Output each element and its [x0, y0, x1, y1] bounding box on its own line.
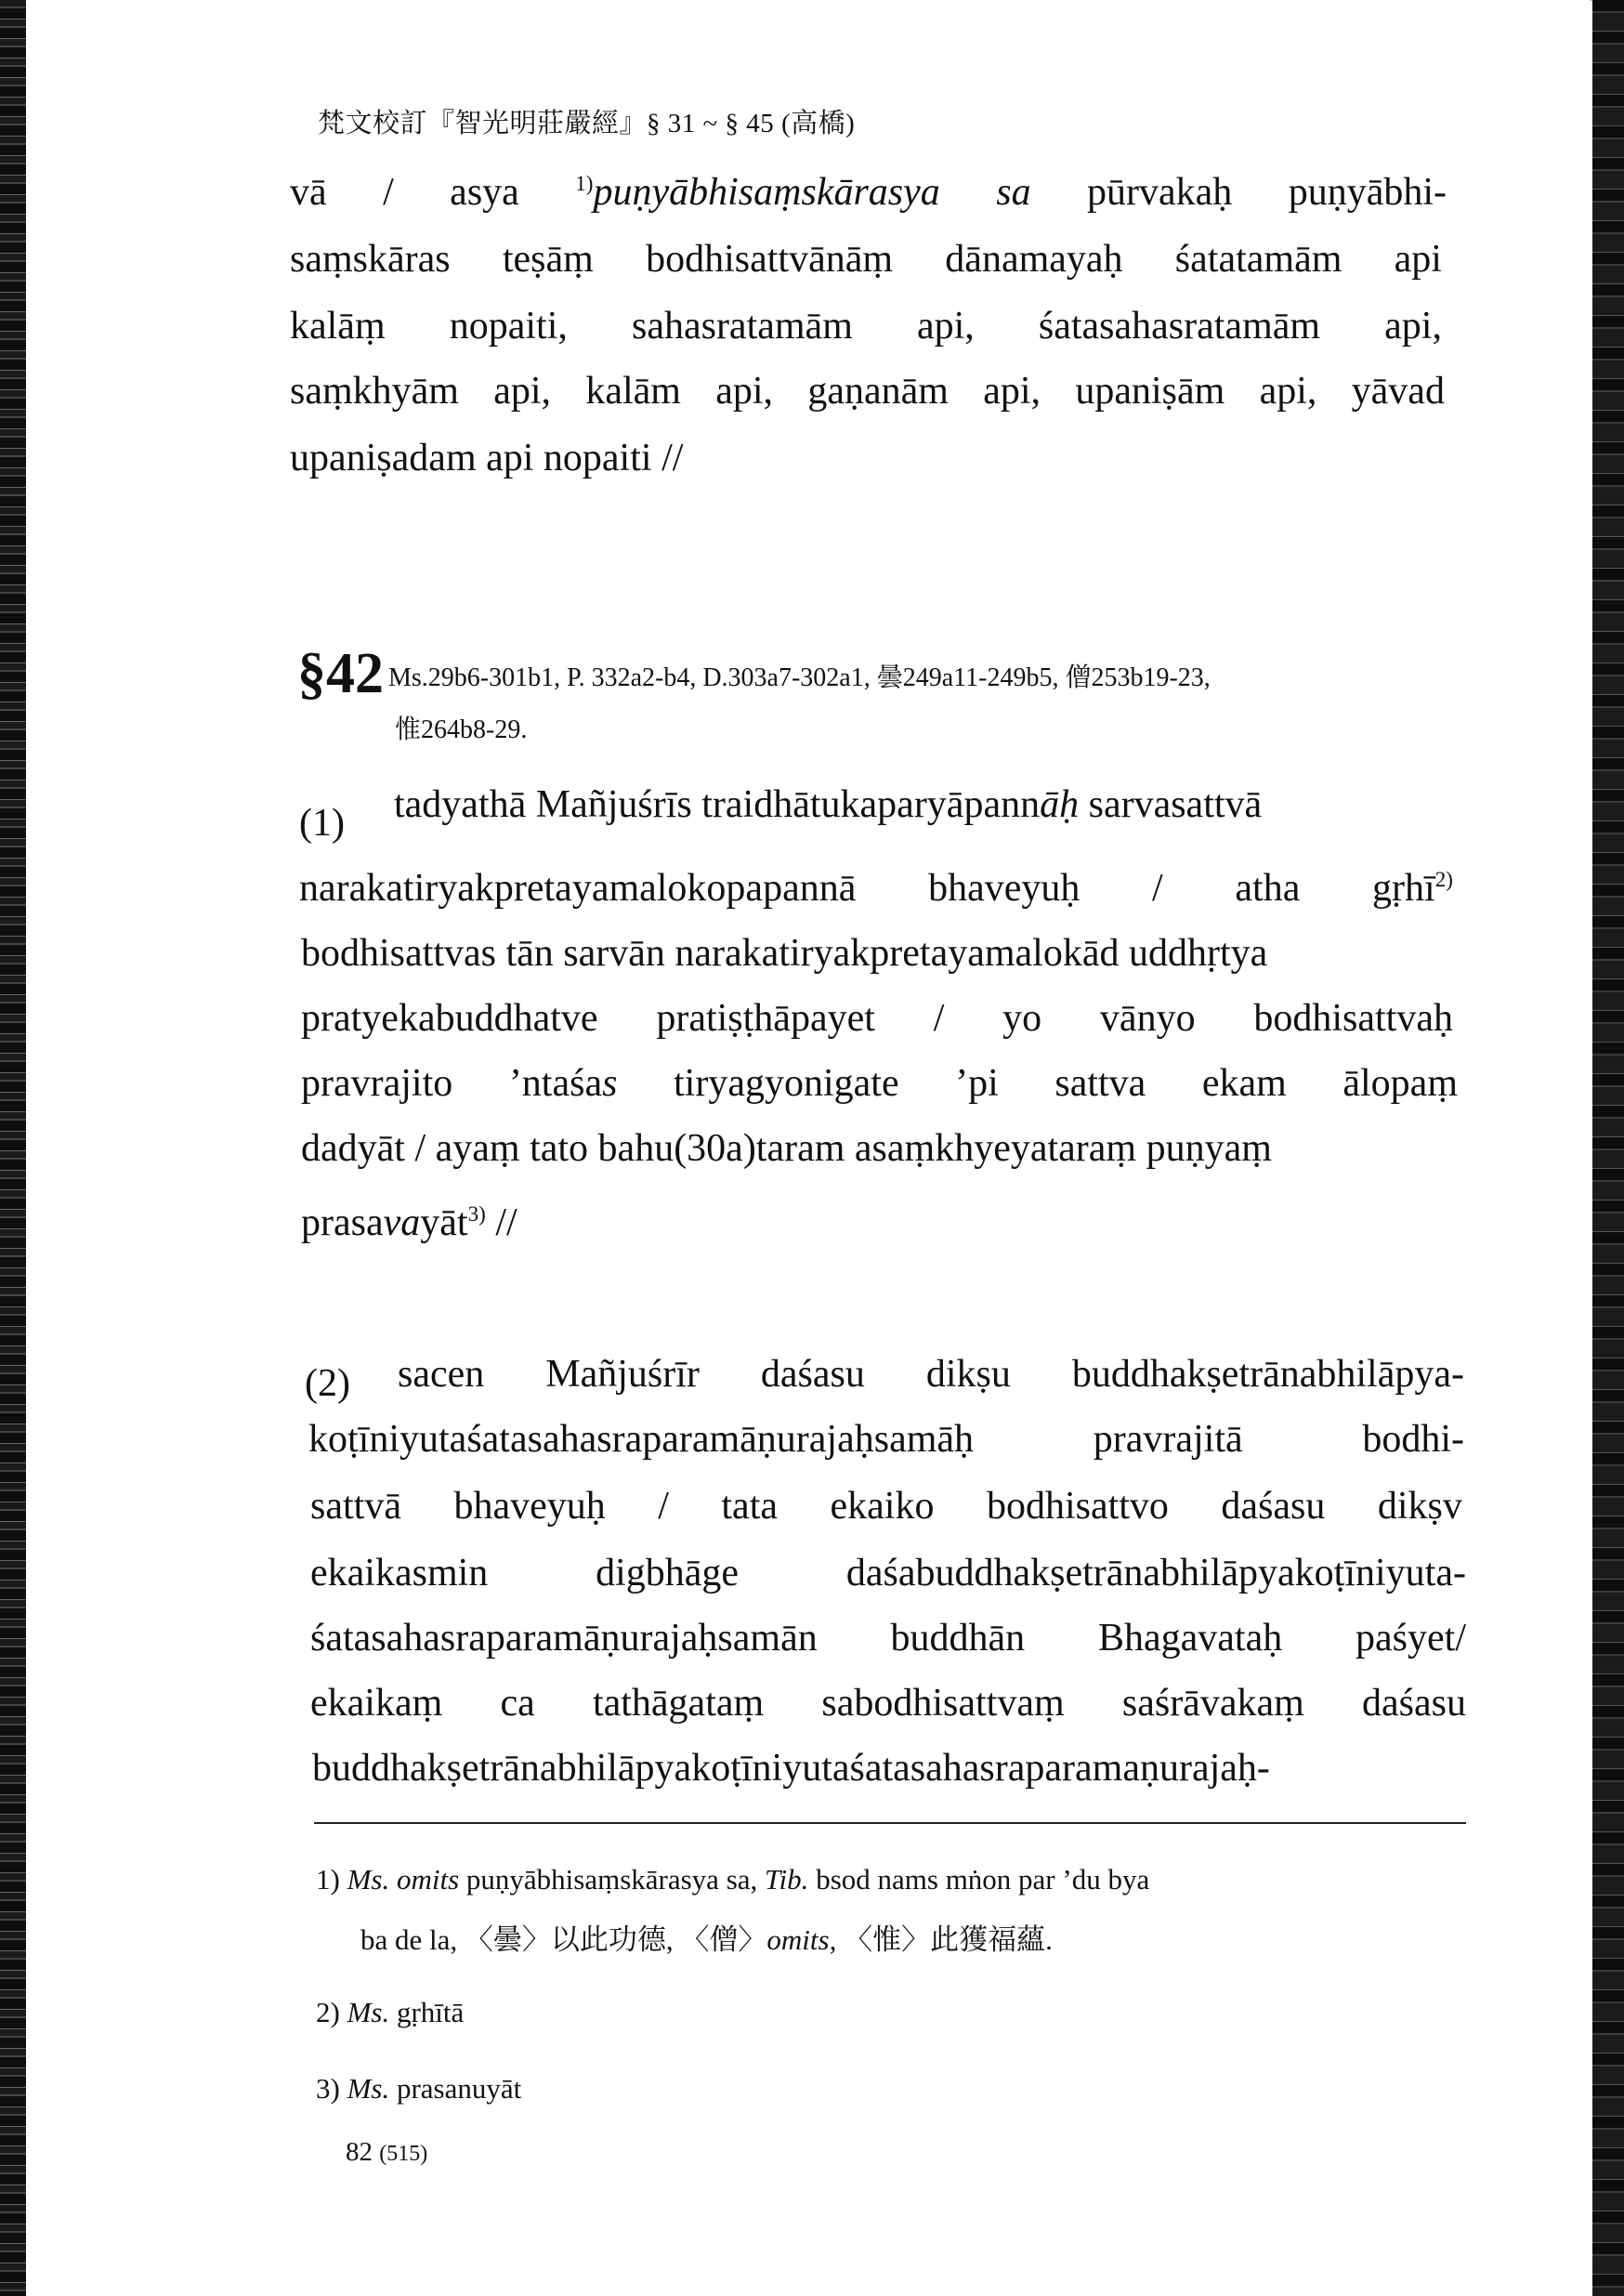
word: sahasratamām: [631, 305, 853, 348]
text-run: yāt: [420, 1201, 468, 1244]
word: teṣāṃ: [502, 238, 594, 281]
word: yo: [1002, 997, 1042, 1040]
footnote-ref-1: [575, 173, 940, 212]
footnote-number: 3): [316, 2072, 340, 2105]
text-run: ba de la, 〈曇〉以此功德, 〈僧〉: [360, 1923, 767, 1956]
para2-line-1: [398, 1355, 1464, 1394]
word: tata: [721, 1485, 779, 1528]
word: pravrajito: [301, 1062, 453, 1105]
para2-line-2: [308, 1420, 1464, 1459]
word: nopaiti,: [449, 305, 568, 348]
italic-run: s: [602, 1062, 618, 1105]
word: daśasu: [1221, 1485, 1326, 1528]
intro-line-1: [290, 173, 1447, 212]
word: pratyekabuddhatve: [301, 997, 598, 1040]
para1-line-6: dadyāt / ayaṃ tato bahu(30a)taram asaṃkhyeyataraṃ puṇyaṃ: [301, 1127, 1272, 1170]
word: bodhisattvaḥ: [1253, 997, 1453, 1040]
word: koṭīniyutaśatasahasraparamāṇurajaḥsamāḥ: [308, 1418, 975, 1461]
footnote-separator: [314, 1822, 1466, 1824]
text-run: sarvasattvā: [1088, 783, 1263, 826]
italic-run: Ms.: [347, 1863, 390, 1896]
text-run: 〈惟〉此獲福蘊.: [836, 1923, 1053, 1956]
word: vānyo: [1099, 997, 1196, 1040]
footnote-1-line-1: [316, 1863, 1149, 1896]
para1-line-1: [394, 785, 1262, 824]
footnote-1-line-2: [360, 1916, 1053, 1958]
italic-word: sa: [996, 171, 1031, 214]
italic-run: omits: [396, 1863, 460, 1896]
word: ca: [500, 1682, 535, 1725]
word: bodhisattvo: [986, 1485, 1169, 1528]
word: kalām: [585, 370, 681, 413]
word: /: [933, 997, 945, 1040]
para2-number: (2): [305, 1362, 350, 1405]
word: sabodhisattvaṃ: [821, 1682, 1065, 1725]
word: digbhāge: [596, 1552, 740, 1594]
scan-edge-right: [1592, 0, 1624, 2296]
text-run: //: [485, 1201, 517, 1244]
word: dikṣu: [925, 1353, 1011, 1396]
word: bhaveyuḥ: [928, 867, 1080, 910]
word: api,: [1259, 370, 1317, 413]
word: dānamayaḥ: [945, 238, 1123, 281]
word: tiryagyonigate: [674, 1062, 899, 1105]
para1-number: (1): [299, 802, 345, 845]
word: daśasu: [760, 1353, 865, 1396]
text-run: puṇyābhisaṃskārasya sa,: [465, 1863, 758, 1896]
para1-line-7: [301, 1203, 517, 1242]
word: api,: [493, 370, 552, 413]
word: puṇyābhi-: [1288, 171, 1447, 214]
italic-run: Ms.: [347, 2072, 390, 2105]
word: saṃkhyām: [290, 370, 459, 413]
text-run: tadyathā Mañjuśrīs traidhātukaparyāpann: [394, 783, 1041, 826]
para2-line-3: [310, 1487, 1462, 1526]
footnote-number: 2): [316, 1996, 340, 2028]
word: śatasahasratamām: [1038, 305, 1321, 348]
word: api,: [983, 370, 1041, 413]
para1-line-5: [301, 1064, 1458, 1103]
footnote-marker: 2): [1434, 867, 1453, 891]
para1-line-4: [301, 999, 1453, 1038]
word: pratiṣṭhāpayet: [656, 997, 875, 1040]
word: bhaveyuḥ: [453, 1485, 606, 1528]
word: [450, 173, 519, 212]
footnote-number: 1): [316, 1863, 340, 1896]
word: bodhi-: [1362, 1418, 1464, 1461]
running-head: 梵文校訂『智光明莊嚴經』§ 31 ~ § 45 (高橋): [318, 109, 856, 138]
word: /: [383, 171, 394, 214]
word: buddhān: [890, 1617, 1026, 1660]
page-number-main: 82: [346, 2137, 373, 2167]
word: daśasu: [1361, 1682, 1466, 1725]
word: saśrāvakaṃ: [1121, 1682, 1304, 1725]
text-run: bsod nams mṅon par ’du bya: [816, 1863, 1150, 1896]
word: pravrajitā: [1093, 1418, 1243, 1461]
word: gaṇanām: [807, 370, 949, 413]
word: /: [1152, 867, 1163, 910]
word: [509, 1064, 618, 1103]
footnote-marker: 1): [575, 171, 594, 195]
word: sacen: [398, 1353, 485, 1396]
intro-line-4: [290, 372, 1445, 411]
para2-line-5: [310, 1619, 1466, 1658]
word: ekaiko: [830, 1485, 935, 1528]
word-text: ’ntaśa: [508, 1062, 603, 1105]
para1-line-3: bodhisattvas tān sarvān narakatiryakpretayamalokād uddhṛtya: [301, 932, 1268, 975]
section-references-cont: 惟264b8-29.: [395, 715, 528, 744]
word: ’pi: [955, 1062, 999, 1105]
word: api: [1394, 238, 1442, 281]
word: [1372, 869, 1453, 908]
intro-line-2: [290, 240, 1442, 279]
word: /: [658, 1485, 669, 1528]
word: [996, 173, 1030, 212]
text-run: prasanuyāt: [396, 2072, 522, 2105]
word: daśabuddhakṣetrānabhilāpyakoṭīniyuta-: [845, 1552, 1466, 1594]
italic-run: omits,: [766, 1923, 837, 1956]
word: ekam: [1201, 1062, 1287, 1105]
word: sattvā: [310, 1485, 401, 1528]
para2-line-6: [310, 1684, 1466, 1723]
section-references: Ms.29b6-301b1, P. 332a2-b4, D.303a7-302a1, 曇249a11-249b5, 僧253b19-23,: [388, 663, 1211, 692]
word: Mañjuśrīr: [545, 1353, 700, 1396]
italic-run: Tib.: [765, 1863, 809, 1896]
word: Bhagavataḥ: [1097, 1617, 1283, 1660]
word: śatatamām: [1174, 238, 1342, 281]
para2-line-4: [310, 1554, 1466, 1593]
word: dikṣv: [1377, 1485, 1462, 1528]
word: paśyet/: [1356, 1617, 1466, 1660]
word: upaniṣām: [1075, 370, 1225, 413]
word: api,: [916, 305, 975, 348]
footnote-marker: 3): [467, 1201, 486, 1226]
word: ekaikasmin: [310, 1552, 489, 1594]
intro-line-5: upaniṣadam api nopaiti //: [290, 437, 684, 479]
word: narakatiryakpretayamalokopapannā: [299, 867, 857, 910]
word: tathāgataṃ: [592, 1682, 765, 1725]
italic-run: āḥ: [1040, 783, 1080, 826]
word: sattva: [1054, 1062, 1146, 1105]
word: api,: [715, 370, 774, 413]
page-number-sub: (515): [379, 2142, 428, 2166]
word: pūrvakaḥ: [1087, 171, 1233, 214]
word: yāvad: [1351, 370, 1445, 413]
word: ālopaṃ: [1342, 1062, 1458, 1105]
word: śatasahasraparamāṇurajaḥsamān: [310, 1617, 818, 1660]
word: atha: [1235, 867, 1301, 910]
word: vā: [290, 171, 327, 214]
italic-run: va: [383, 1201, 421, 1244]
word: ekaikaṃ: [310, 1682, 443, 1725]
text-run: prasa: [301, 1201, 384, 1244]
intro-line-3: [290, 307, 1442, 346]
footnote-2: [316, 1996, 464, 2029]
word: api,: [1384, 305, 1442, 348]
para2-line-7: buddhakṣetrānabhilāpyakoṭīniyutaśatasahasraparamaṇurajaḥ-: [312, 1747, 1270, 1790]
para1-line-2: [299, 869, 1453, 908]
page-number: [346, 2137, 427, 2168]
italic-word: puṇyābhisaṃskārasya: [593, 171, 940, 214]
word-text: gṛhī: [1372, 867, 1435, 910]
word: bodhisattvānāṃ: [646, 238, 894, 281]
word-text: asya: [450, 171, 519, 214]
footnote-3: [316, 2072, 521, 2106]
word: saṃskāras: [290, 238, 451, 281]
word: kalāṃ: [290, 305, 386, 348]
italic-run: Ms.: [347, 1996, 390, 2028]
word: buddhakṣetrānabhilāpya-: [1071, 1353, 1464, 1396]
section-number: §42: [297, 642, 384, 705]
text-run: gṛhītā: [396, 1996, 465, 2028]
